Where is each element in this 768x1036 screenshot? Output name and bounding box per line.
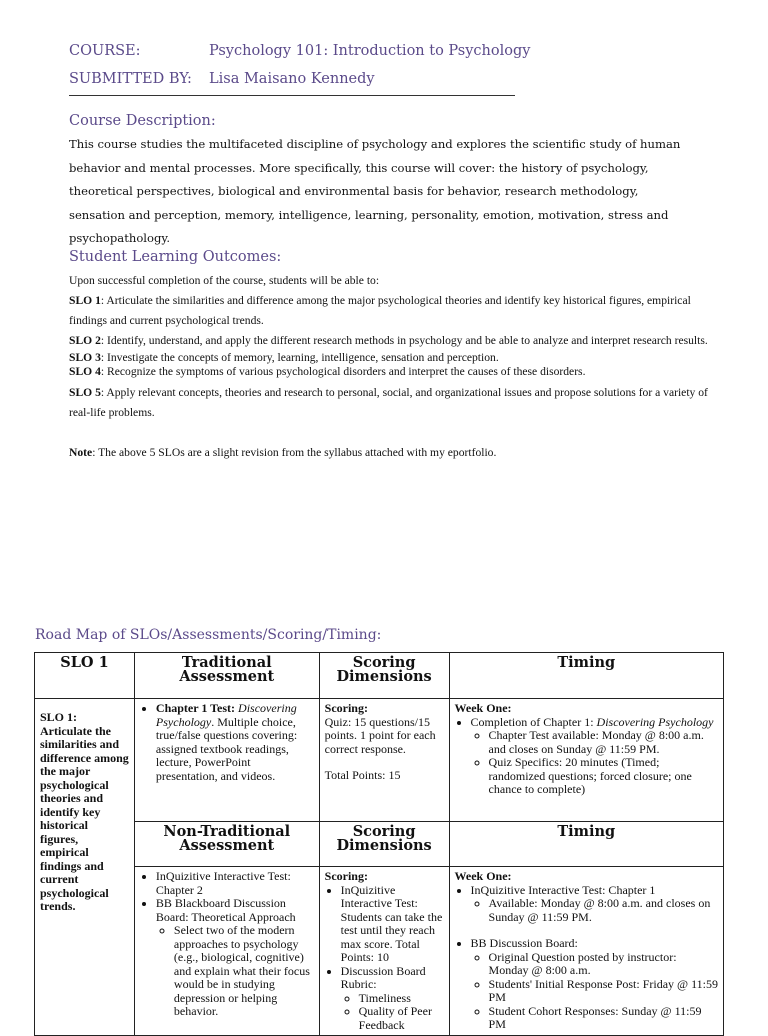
outcomes-title: Student Learning Outcomes: xyxy=(69,249,282,265)
traditional-assessment-cell: • Chapter 1 Test: Discovering Psychology. Multiple choice, true/false questions covering: assigned textbook readings, lecture, PowerPoint presentation, and videos. xyxy=(134,699,319,822)
header-divider xyxy=(69,95,515,96)
header-scoring-dimensions: Scoring Dimensions xyxy=(319,653,449,699)
slo-item: SLO 2: Identify, understand, and apply the different research methods in psychology and be able to analyze and interpret research results. xyxy=(69,334,708,347)
course-value: Psychology 101: Introduction to Psychology xyxy=(209,43,531,59)
slo-item: SLO 3: Investigate the concepts of memory, learning, intelligence, sensation and perception. xyxy=(69,351,499,364)
outcomes-list xyxy=(69,271,709,463)
roadmap-title: Road Map of SLOs/Assessments/Scoring/Timing: xyxy=(35,627,382,643)
table-row xyxy=(35,699,724,822)
note: Note: The above 5 SLOs are a slight revision from the syllabus attached with my eportfolio. xyxy=(69,446,497,459)
slo-cell: SLO 1: Articulate the similarities and difference among the major psychological theories and identify key historical figures, empirical findings and current psychological trends. xyxy=(35,699,135,1036)
table-row xyxy=(35,867,724,1036)
course-line xyxy=(69,43,530,59)
submitted-value: Lisa Maisano Kennedy xyxy=(209,71,375,87)
non-traditional-assessment-cell: • InQuizitive Interactive Test: Chapter 2 • BB Blackboard Discussion Board: Theoretical Approach ◦ Select two of the modern approaches to psychology (e.g., biological, cognitive) and explain what their focus would be in studying depression or helping behavior. xyxy=(134,867,319,1036)
scoring-cell: Scoring: Quiz: 15 questions/15 points. 1 point for each correct response. Total Points: 15 xyxy=(319,699,449,822)
header-timing: Timing xyxy=(449,822,723,867)
course-description-text: This course studies the multifaceted discipline of psychology and explores the scientific study of human behavior and mental processes. More specifically, this course will cover: the history of psychology, theoretical perspectives, biological and environmental basis for behavior, research methodology, sensation and perception, memory, intelligence, learning, personality, emotion, motivation, stress and psychopathology. xyxy=(69,137,681,245)
header-timing: Timing xyxy=(449,653,723,699)
header-traditional-assessment: Traditional Assessment xyxy=(134,653,319,699)
outcomes-intro: Upon successful completion of the course, students will be able to: xyxy=(69,274,380,287)
header-non-traditional-assessment: Non-Traditional Assessment xyxy=(134,822,319,867)
table-header-row xyxy=(35,653,724,699)
timing-cell: Week One: • InQuizitive Interactive Test: Chapter 1 ◦ Available: Monday @ 8:00 a.m. and closes on Sunday @ 11:59 PM. • BB Discussion Board: ◦ Original Question posted by instructor: Monday @ 8:00 a.m. ◦ Students' Initial Response Post: Friday @ 11:59 PM ◦ Student Cohort Responses: Sunday @ 11:59 PM xyxy=(449,867,723,1036)
header-slo: SLO 1 xyxy=(35,653,135,699)
table-header-row xyxy=(35,822,724,867)
roadmap-table xyxy=(34,652,724,1036)
slo-item: SLO 1: Articulate the similarities and difference among the major psychological theories and identify key historical figures, empirical findings and current psychological trends. xyxy=(69,294,691,327)
header-scoring-dimensions: Scoring Dimensions xyxy=(319,822,449,867)
scoring-cell: Scoring: • InQuizitive Interactive Test: Students can take the test until they reach max score. Total Points: 10 • Discussion Board Rubric: ◦ Timeliness ◦ Quality of Peer Feedback xyxy=(319,867,449,1036)
slo-item: SLO 5: Apply relevant concepts, theories and research to personal, social, and organizational issues and propose solutions for a variety of real-life problems. xyxy=(69,386,708,419)
submitted-label: SUBMITTED BY: xyxy=(69,71,192,87)
course-description-title: Course Description: xyxy=(69,113,216,129)
submitted-line xyxy=(69,71,375,87)
slo-item: SLO 4: Recognize the symptoms of various psychological disorders and interpret the causes of these disorders. xyxy=(69,365,586,378)
course-label: COURSE: xyxy=(69,43,141,59)
timing-cell: Week One: • Completion of Chapter 1: Discovering Psychology ◦ Chapter Test available: Monday @ 8:00 a.m. and closes on Sunday @ 11:59 PM. ◦ Quiz Specifics: 20 minutes (Timed; randomized questions; forced closure; one chance to complete) xyxy=(449,699,723,822)
